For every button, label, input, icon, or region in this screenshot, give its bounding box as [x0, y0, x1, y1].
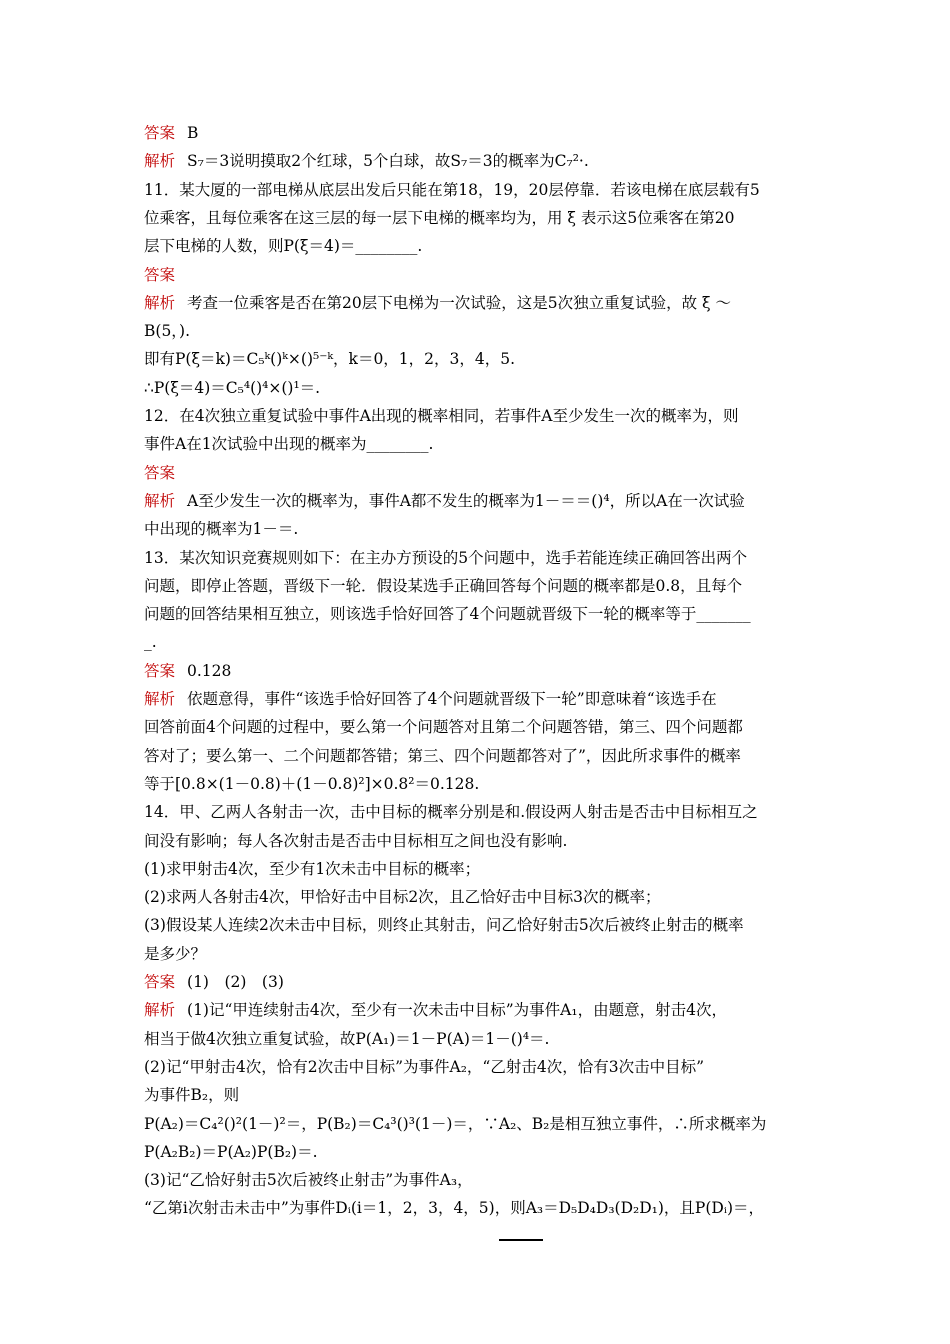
line-text: 问题的回答结果相互独立，则该选手恰好回答了4个问题就晋级下一轮的概率等于_______ [144, 605, 751, 624]
line-text: 考查一位乘客是否在第20层下电梯为一次试验，这是5次独立重复试验，故 ξ ～ [187, 293, 731, 312]
line-text: (1)求甲射击4次，至少有1次未击中目标的概率； [144, 859, 481, 878]
text-line [144, 856, 816, 882]
text-line [144, 573, 816, 599]
line-text: B(5，). [144, 322, 191, 341]
line-text: (1) (2) (3) [187, 973, 284, 991]
text-line [144, 686, 816, 712]
line-text: (1)记“甲连续射击4次，至少有一次未击中目标”为事件A₁，由题意，射击4次， [187, 1001, 727, 1020]
line-text: 12．在4次独立重复试验中事件A出现的概率相同，若事件A至少发生一次的概率为，则 [144, 407, 739, 425]
line-text: 依题意得，事件“该选手恰好回答了4个问题就晋级下一轮”即意味着“该选手在 [187, 690, 717, 708]
line-text: 事件A在1次试验中出现的概率为________. [144, 435, 434, 454]
line-text: P(A₂)＝C₄²()²(1－)²＝，P(B₂)＝C₄³()³(1－)＝，∵A₂、B₂是相互独立事件，∴所求概率为 [144, 1114, 767, 1133]
line-text: 为事件B₂，则 [144, 1086, 240, 1105]
line-text: 13．某次知识竞赛规则如下：在主办方预设的5个问题中，选手若能连续正确回答出两个 [144, 548, 748, 567]
analysis-label: 解析 [144, 293, 176, 312]
text-line [144, 658, 816, 684]
text-line [144, 941, 816, 967]
text-line [144, 262, 816, 288]
answer-label: 答案 [144, 661, 176, 680]
line-text: 答对了；要么第一、二个问题都答错；第三、四个问题都答对了”，因此所求事件的概率 [144, 746, 741, 765]
text-line [144, 1167, 816, 1193]
text-line [144, 177, 816, 203]
line-text: 位乘客，且每位乘客在这三层的每一层下电梯的概率均为，用 ξ 表示这5位乘客在第20 [144, 208, 735, 227]
text-line [144, 346, 816, 372]
answer-label: 答案 [144, 124, 176, 142]
line-text: 即有P(ξ＝k)＝C₅ᵏ()ᵏ×()⁵⁻ᵏ，k＝0，1，2，3，4，5. [144, 350, 516, 369]
text-line [144, 233, 816, 259]
text-line [144, 488, 816, 514]
line-text: 是多少？ [144, 944, 207, 963]
line-text: P(A₂B₂)＝P(A₂)P(B₂)＝. [144, 1142, 318, 1161]
text-line [144, 290, 816, 316]
line-text: 间没有影响；每人各次射击是否击中目标相互之间也没有影响. [144, 831, 568, 850]
text-line [144, 601, 816, 627]
page-footer-rule [499, 1239, 543, 1241]
text-line [144, 1139, 816, 1165]
text-line [144, 460, 816, 486]
line-text: 中出现的概率为1－＝. [144, 520, 299, 539]
line-text: 回答前面4个问题的过程中，要么第一个问题答对且第二个问题答错，第三、四个问题都 [144, 718, 743, 737]
line-text: 等于[0.8×(1－0.8)＋(1－0.8)²]×0.8²＝0.128. [144, 774, 480, 793]
line-text: 层下电梯的人数，则P(ξ＝4)＝________. [144, 237, 423, 256]
line-text: (3)记“乙恰好射击5次后被终止射击”为事件A₃， [144, 1171, 473, 1190]
answer-label: 答案 [144, 973, 176, 991]
line-text: 0.128 [187, 661, 232, 680]
line-text: 14．甲、乙两人各射击一次，击中目标的概率分别是和.假设两人射击是否击中目标相互之 [144, 803, 758, 822]
line-text: B [187, 124, 199, 142]
text-line [144, 120, 816, 146]
text-line [144, 375, 816, 401]
text-line [144, 1054, 816, 1080]
line-text: (3)假设某人连续2次未击中目标，则终止其射击，问乙恰好射击5次后被终止射击的概率 [144, 916, 744, 935]
text-line [144, 997, 816, 1023]
text-line [144, 431, 816, 457]
answer-label: 答案 [144, 463, 176, 482]
text-line [144, 205, 816, 231]
line-text: (2)求两人各射击4次，甲恰好击中目标2次，且乙恰好击中目标3次的概率； [144, 888, 661, 907]
text-line [144, 969, 816, 995]
line-text: _. [144, 633, 157, 652]
text-line [144, 714, 816, 740]
text-line [144, 1026, 816, 1052]
analysis-label: 解析 [144, 152, 176, 171]
text-line [144, 148, 816, 174]
analysis-label: 解析 [144, 1001, 176, 1020]
line-text: S₇＝3说明摸取2个红球，5个白球，故S₇＝3的概率为C₇²·. [187, 152, 589, 171]
text-line [144, 799, 816, 825]
text-line [144, 771, 816, 797]
text-line [144, 318, 816, 344]
text-line [144, 545, 816, 571]
analysis-label: 解析 [144, 690, 176, 708]
analysis-label: 解析 [144, 491, 176, 510]
line-text: 相当于做4次独立重复试验，故P(A₁)＝1－P(A)＝1－()⁴＝. [144, 1029, 550, 1048]
text-line [144, 1111, 816, 1137]
text-line [144, 1195, 816, 1221]
text-line [144, 1082, 816, 1108]
line-text: 问题，即停止答题，晋级下一轮．假设某选手正确回答每个问题的概率都是0.8，且每个 [144, 576, 743, 595]
line-text: “乙第i次射击未击中”为事件Dᵢ(i＝1，2，3，4，5)，则A₃＝D₅D₄D₃(D₂D₁)，且P(Dᵢ)＝， [144, 1199, 764, 1218]
text-line [144, 912, 816, 938]
text-line [144, 403, 816, 429]
line-text: A至少发生一次的概率为，事件A都不发生的概率为1－＝＝()⁴，所以A在一次试验 [187, 491, 745, 510]
line-text: (2)记“甲射击4次，恰有2次击中目标”为事件A₂，“乙射击4次，恰有3次击中目标” [144, 1057, 705, 1076]
answer-label: 答案 [144, 265, 176, 284]
text-line [144, 516, 816, 542]
text-line [144, 884, 816, 910]
line-text: 11．某大厦的一部电梯从底层出发后只能在第18，19，20层停靠．若该电梯在底层载有5 [144, 180, 760, 199]
text-line [144, 828, 816, 854]
text-line [144, 629, 816, 655]
line-text: ∴P(ξ＝4)＝C₅⁴()⁴×()¹＝. [144, 378, 321, 397]
text-line [144, 743, 816, 769]
